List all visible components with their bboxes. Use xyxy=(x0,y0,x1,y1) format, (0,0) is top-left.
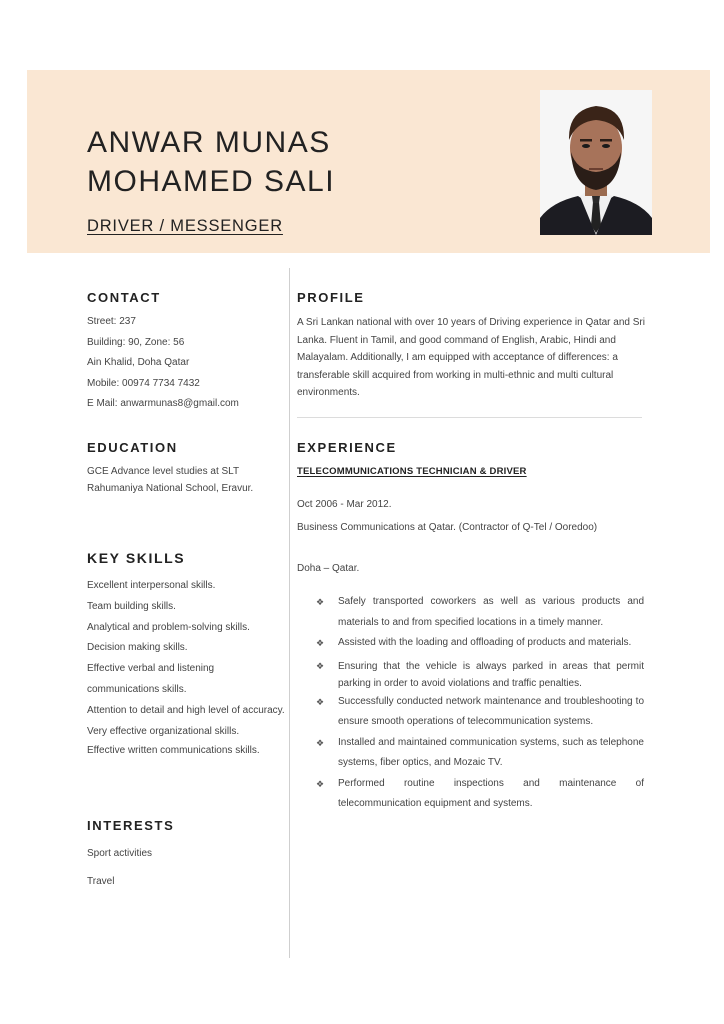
list-item xyxy=(314,692,644,733)
diamond-bullet-icon: ❖ xyxy=(316,696,325,707)
contact-email: E Mail: anwarmunas8@gmail.com xyxy=(87,398,239,409)
bullet-text: Ensuring that the vehicle is always parked in areas that permit parking in order to avoid violations and traffic penalties. xyxy=(338,660,644,689)
interest-item: Sport activities xyxy=(87,848,153,859)
portrait-illustration xyxy=(540,90,652,235)
skills-heading: KEY SKILLS xyxy=(87,550,186,566)
list-item xyxy=(314,774,644,815)
profile-text: A Sri Lankan national with over 10 years of Driving experience in Qatar and Sri Lanka. Fluent in Tamil, and good command of English, Arabic, Hindi and Malayalam. Additionally, I am equipped with acceptance of differences: a transferable skill acquired from working in multi-ethnic and multi cultural environments. xyxy=(297,317,645,398)
name-first-line: ANWAR MUNAS xyxy=(87,126,331,159)
contact-heading: CONTACT xyxy=(87,290,161,305)
skill-item: Effective verbal and listening communications skills. xyxy=(87,663,215,695)
interests-list xyxy=(87,840,287,896)
diamond-bullet-icon: ❖ xyxy=(316,737,325,748)
interest-item: Travel xyxy=(87,876,115,887)
diamond-bullet-icon: ❖ xyxy=(316,597,325,607)
job-company: Business Communications at Qatar. (Contractor of Q-Tel / Ooredoo) xyxy=(297,522,598,533)
profile-photo xyxy=(540,90,652,235)
diamond-bullet-icon: ❖ xyxy=(316,660,325,671)
bullet-text: Successfully conducted network maintenance and troubleshooting to ensure smooth operations of telecommunication systems. xyxy=(338,695,644,727)
list-item xyxy=(314,633,644,654)
bullet-text: Safely transported coworkers as well as various products and materials to and from specified locations in a timely manner. xyxy=(338,596,644,628)
contact-city: Ain Khalid, Doha Qatar xyxy=(87,357,190,368)
bullet-text: Assisted with the loading and offloading of products and materials. xyxy=(338,637,632,648)
interests-heading: INTERESTS xyxy=(87,818,175,833)
diamond-bullet-icon: ❖ xyxy=(316,778,325,789)
skill-item: Attention to detail and high level of accuracy. xyxy=(87,704,285,716)
skill-item: Analytical and problem-solving skills. xyxy=(87,621,250,633)
profile-heading: PROFILE xyxy=(297,290,365,305)
job-title: DRIVER / MESSENGER xyxy=(87,217,283,235)
column-divider xyxy=(289,268,290,958)
list-item xyxy=(314,592,644,633)
bullet-text: Performed routine inspections and maintenance of telecommunication equipment and systems. xyxy=(338,777,644,809)
contact-building: Building: 90, Zone: 56 xyxy=(87,336,185,348)
contact-section xyxy=(87,312,287,415)
education-heading: EDUCATION xyxy=(87,440,178,455)
job-role: TELECOMMUNICATIONS TECHNICIAN & DRIVER xyxy=(297,466,527,477)
skill-item: Decision making skills. xyxy=(87,642,188,654)
skill-item: Team building skills. xyxy=(87,600,176,612)
bullet-text: Installed and maintained communication systems, such as telephone systems, fiber optics, and Mozaic TV. xyxy=(338,736,644,768)
education-text: GCE Advance level studies at SLT Rahumaniya National School, Eravur. xyxy=(87,466,254,494)
skills-list xyxy=(87,576,289,759)
experience-heading: EXPERIENCE xyxy=(297,440,397,455)
skill-item: Effective written communications skills. xyxy=(87,745,260,757)
list-item xyxy=(314,658,644,692)
skill-item: Excellent interpersonal skills. xyxy=(87,580,216,591)
experience-bullets xyxy=(314,592,644,815)
contact-mobile: Mobile: 00974 7734 7432 xyxy=(87,377,200,389)
skill-item: Very effective organizational skills. xyxy=(87,725,240,737)
section-divider xyxy=(297,417,642,418)
contact-street: Street: 237 xyxy=(87,316,136,327)
list-item xyxy=(314,733,644,774)
diamond-bullet-icon: ❖ xyxy=(316,638,325,648)
name-second-line: MOHAMED SALI xyxy=(87,165,336,198)
job-location: Doha – Qatar. xyxy=(297,563,360,574)
job-dates: Oct 2006 - Mar 2012. xyxy=(297,499,392,510)
